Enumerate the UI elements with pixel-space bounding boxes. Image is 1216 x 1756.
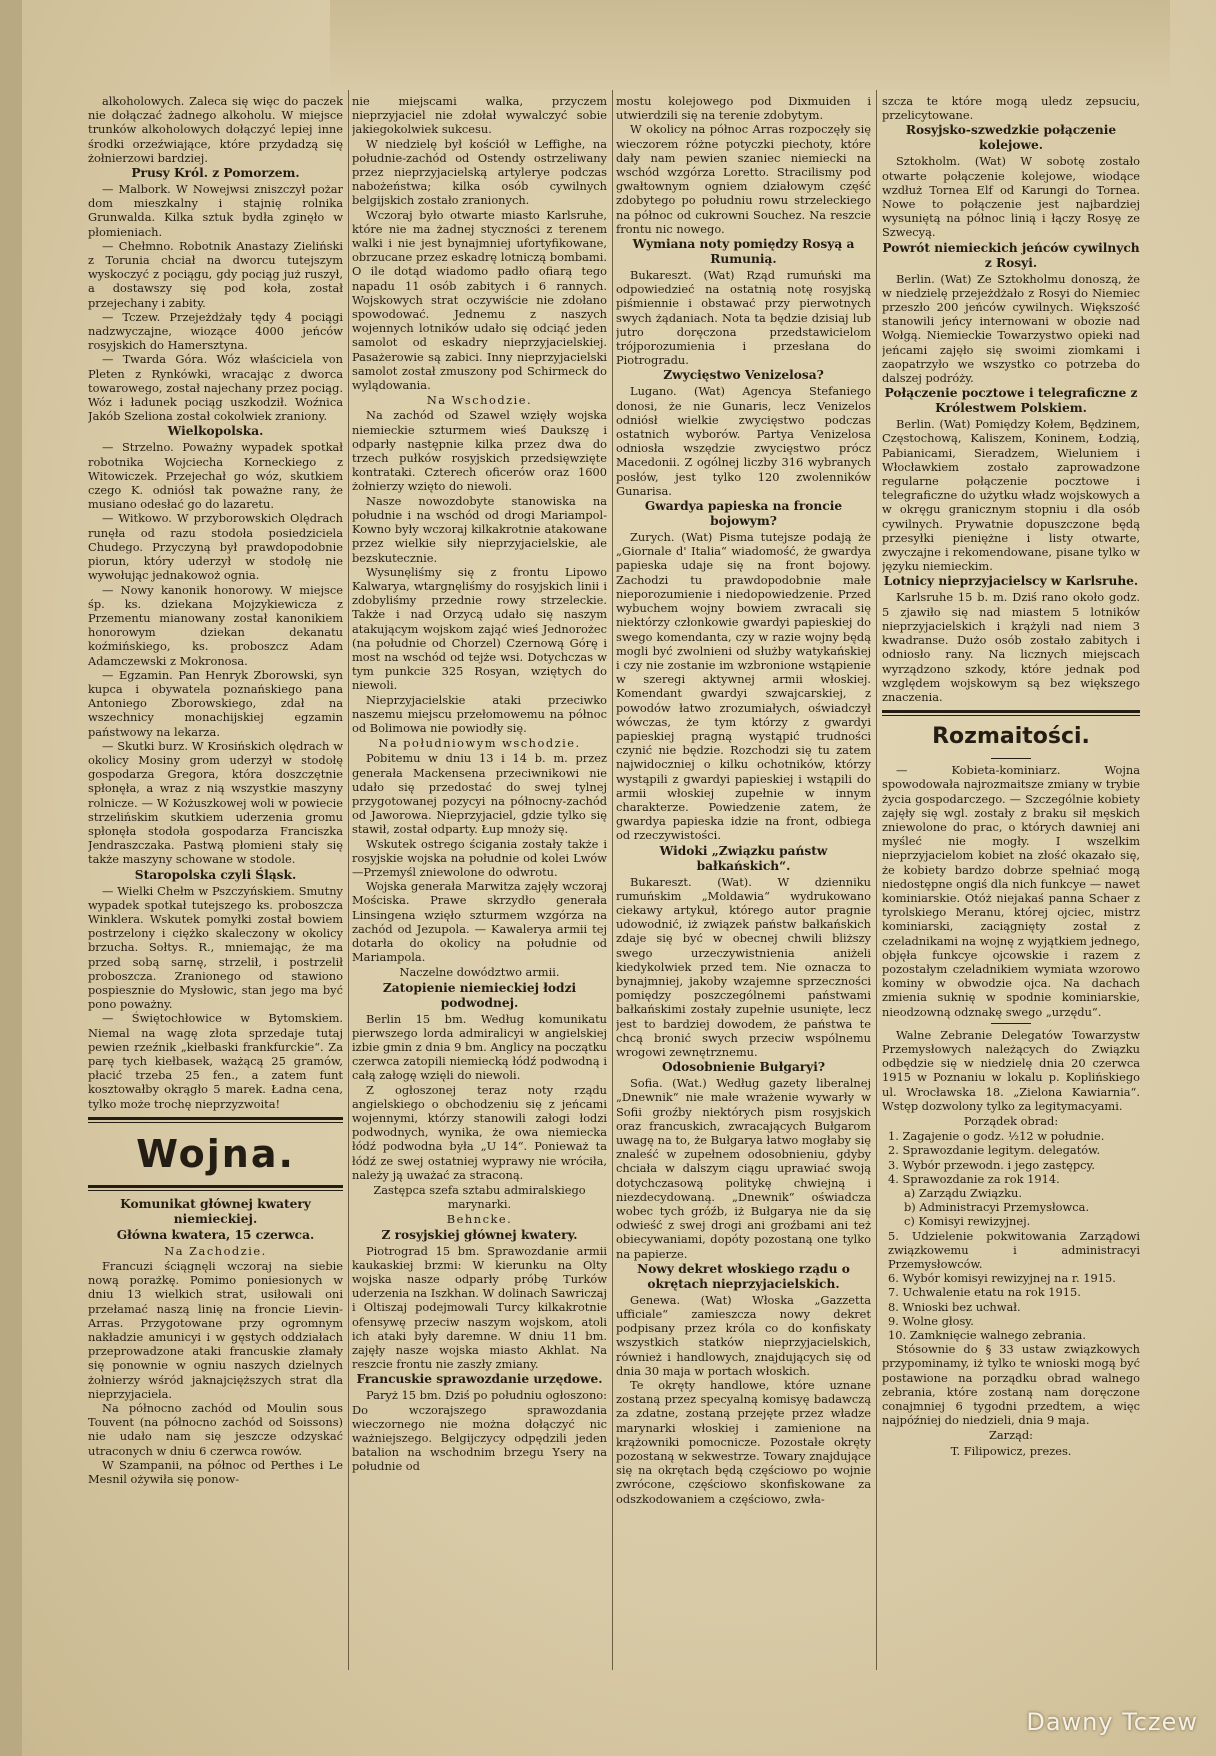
news-item: — Chełmno. Robotnik Anastazy Zieliński z Torunia chciał na dworcu tutejszym wyskoczyć z pociągu, gdy pociąg już ruszył, a dostawszy się pod koła, został przejechany i zabity.: [88, 238, 343, 310]
column-1: [88, 94, 343, 1674]
article-headline: Odosobnienie Bułgaryi?: [661, 1060, 826, 1075]
agenda-item: 1. Zagajenie o godz. ½12 w południe.: [888, 1129, 1105, 1144]
agenda-item: 3. Wybór przewodn. i jego zastępcy.: [888, 1157, 1096, 1172]
agenda-heading: Porządek obrad:: [963, 1113, 1059, 1128]
news-item: — Witkowo. W przyborowskich Olędrach runęła od razu stodoła posiedziciela Chudego. Przyczyną był prawdopodobnie piorun, który uderzył w stodołę nie wywołując jednakowoż ognia.: [88, 511, 343, 583]
article-paragraph: — Kobieta-kominiarz. Wojna spowodowała najrozmaitsze zmiany w trybie życia gospodarczego. — Szczególnie kobiety zajęły się wgl. zostały z braku sił męskich zniewolone do prac, o których dawniej ani myśleć nie mogły. I wszelkim nieprzyjacielom kobiet na złość okazało się, że kobiety bardzo dobrze spełniać mogą niedostępne ongiś dla nich funkcye — nawet kominiarskie. Otóż niejakaś panna Schaer z tyrolskiego Meranu, której ojciec, mistrz kominiarski, zaciągnięty został z czeladnikami na wojnę z wyjątkiem jednego, objęła funkcye ojcowskie i razem z pozostałym czeladnikiem wymiata wzorowo kominy w obwodzie ojca. Na dachach zmienia suknię w spodnie kominiarskie, nieodzowną odznakę swego „urzędu“.: [882, 763, 1140, 1019]
article-paragraph: Piotrograd 15 bm. Sprawozdanie armii kaukaskiej brzmi: W kierunku na Olty wojska nasze odparły próbę Turków uderzenia na Iszkhan. W dolinach Sawriczaj i Oltiszaj podejmowali Turcy kilkakrotnie ofensywę przeciw naszym wojskom, atoli ich ataki były daremne. W dniu 11 bm. zajęły nasze wojska miasto Akhlat. Na reszcie frontu nie zaszły zmiany.: [352, 1243, 607, 1372]
short-rule: [991, 1023, 1031, 1024]
agenda-item: c) Komisyi rewizyjnej.: [904, 1214, 1031, 1229]
front-subheading: Na południowym wschodzie.: [378, 736, 581, 751]
column-separator: [876, 90, 877, 1670]
article-paragraph: alkoholowych. Zaleca się więc do paczek nie dołączać żadnego alkoholu. W miejsce trunków alkoholowych dołączyć lepiej inne środki orzeźwiające, które przydadzą się żołnierzowi bardziej.: [88, 94, 343, 165]
column-separator: [348, 90, 349, 1670]
article-headline: Zatopienie niemieckiej łodzi podwodnej.: [382, 980, 577, 1010]
news-item: — Nowy kanonik honorowy. W miejsce śp. ks. dziekana Mojzykiewicza z Przementu mianowany został kanonikiem honorowym dziekan dekanatu koźmińskiego, ks. proboszcz Adam Adamczewski z Mokronosa.: [88, 582, 343, 668]
page-edge: [0, 0, 22, 1756]
article-headline: Widoki „Związku państw bałkańskich“.: [659, 843, 828, 873]
agenda-item: 9. Wolne głosy.: [888, 1313, 974, 1328]
agenda-list: [882, 1129, 1140, 1342]
section-rule: [88, 1117, 343, 1123]
announcement-paragraph: Stósownie do § 33 ustaw związkowych przypominamy, iż tylko te wnioski mogą być postawione na porządku obrad walnego zebrania, które zostaną nam doręczone conajmniej 6 tygodni przedtem, a więc najpóźniej do niedzieli, dnia 9 maja.: [882, 1342, 1140, 1428]
article-paragraph: Nasze nowozdobyte stanowiska na południe i na wschód od drogi Mariampol-Kowno były wczoraj kilkakrotnie atakowane przez wielkie siły nieprzyjacielskie, ale bezskutecznie.: [352, 493, 607, 565]
article-paragraph: Nieprzyjacielskie ataki przeciwko naszemu miejscu przełomowemu na północ od Bolimowa nie powiodły się.: [352, 692, 607, 735]
front-subheading: Na Zachodzie.: [164, 1243, 267, 1258]
news-item: — Tczew. Przejeżdżały tędy 4 pociągi nadzwyczajne, wiozące 4000 jeńców rosyjskich do Hamersztyna.: [88, 309, 343, 353]
article-headline: Komunikat głównej kwatery niemieckiej.: [120, 1196, 311, 1226]
article-paragraph: Berlin 15 bm. Według komunikatu pierwszego lorda admiralicyi w angielskiej izbie gmin z dnia 9 bm. Anglicy na początku czerwca zatopili niemiecką łódź podwodną i całą załogę wzięli do niewoli.: [352, 1011, 607, 1083]
agenda-item: 8. Wnioski bez uchwał.: [888, 1299, 1021, 1314]
front-subheading: Na Wschodzie.: [426, 393, 533, 408]
article-paragraph: Bukareszt. (Wat) Rząd rumuński ma odpowiedzieć na ostatnią notę rosyjską piśmiennie i obstawać przy pierwotnych swych żądaniach. Nota ta będzie dzisiaj lub jutro doręczona przedstawicielom trójporozumienia i przesłana do Piotrogradu.: [616, 268, 871, 368]
signature-title: Zarząd:: [988, 1428, 1034, 1443]
article-paragraph: Berlin. (Wat) Ze Sztokholmu donoszą, że w niedzielę przejeżdżało z Rosyi do Niemiec przeszło 200 jeńców cywilnych. Większość stanowili jeńcy internowani w obozie nad Wołgą. Niemieckie Towarzystwo opieki nad jeńcami zajęło się swoimi ziomkami i zaopatrzyło we wszystko co potrzeba do dalszej podróży.: [882, 271, 1140, 386]
agenda-item: a) Zarządu Związku.: [904, 1186, 1023, 1200]
section-heading: Wielkopolska.: [167, 424, 264, 439]
short-rule: [991, 758, 1031, 759]
article-paragraph: W Szampanii, na północ od Perthes i Le Mesnil ożywiła się ponow-: [88, 1457, 343, 1487]
article-paragraph: mostu kolejowego pod Dixmuiden i utwierdzili się na terenie zdobytym.: [616, 94, 871, 123]
article-paragraph: Z ogłoszonej teraz noty rządu angielskiego o obchodzeniu się z jeńcami wojennymi, którzy stanowili załogi łodzi podwodnych, wynika, że owa niemiecka łódź podwodna była „U 14“. Ponieważ ta łódź ze swej ostatniej wyprawy nie wróciła, należy ją uważać za straconą.: [352, 1082, 607, 1182]
article-headline: Powrót niemieckich jeńców cywilnych z Rosyi.: [882, 240, 1140, 270]
article-paragraph: Na zachód od Szawel wzięły wojska niemieckie szturmem wieś Daukszę i odparły następnie kilka przez dwa do trzech pułków rosyjskich przedsięwzięte kontrataki. Czterech oficerów oraz 1600 żołnierzy wzięto do niewoli.: [352, 408, 607, 494]
news-item: — Twarda Góra. Wóz właściciela von Pleten z Rynkówki, wracając z dworca towarowego, został najechany przez pociąg. Wóz i ładunek pociąg uszkodził. Woźnica Jakób Szeliona został cokolwiek zraniony.: [88, 352, 343, 424]
article-paragraph: Wskutek ostrego ścigania zostały także i rosyjskie wojska na południe od kolei Lwów—Przemyśl zniewolone do odwrotu.: [352, 836, 607, 879]
article-paragraph: Wojska generała Marwitza zajęły wczoraj Mościska. Prawe skrzydło generała Linsingena wzięło szturmem wzgórza na zachód od Jezupola. — Kawalerya armii tej dotarła do okolicy na południe od Mariampola.: [352, 879, 607, 965]
article-paragraph: Berlin. (Wat) Pomiędzy Kołem, Będzinem, Częstochową, Kaliszem, Koninem, Łodzią, Pabianicami, Sieradzem, Wieluniem i Włocławkiem zostało zaprowadzone regularne połączenie pocztowe i telegraficzne do użytku władz wojskowych a w okręgu granicznym stopniu i dla osób cywilnych. Prywatnie dopuszczone będą przesyłki pieniężne i listy otwarte, zwyczajne i rekomendowane, pisane tylko w języku niemieckim.: [882, 417, 1140, 574]
signature: Naczelne dowództwo armii.: [399, 965, 560, 980]
article-paragraph: Pobitemu w dniu 13 i 14 b. m. przez generała Mackensena przeciwnikowi nie udało się przedostać do swej tylnej przygotowanej pozycyi na północny-zachód od Jaworowa. Nieprzyjaciel, gdzie tylko się stawił, został odparty. Łup mnoży się.: [352, 751, 607, 837]
article-paragraph: W okolicy na północ Arras rozpoczęły się wieczorem różne potyczki piechoty, które dały nam pewien szaniec niemiecki na wschód wzgórza Loretto. Stracilismy pod gwałtownym ogniem działowym część zdobytego po południu rowu strzeleckiego na północ od cukrowni Souchez. Na reszcie frontu nic nowego.: [616, 122, 871, 236]
article-paragraph: Francuzi ściągnęli wczoraj na siebie nową porażkę. Pomimo poniesionych w dniu 13 wielkich strat, usiłowali oni przełamać naszą linię na froncie Lievin-Arras. Przygotowane przy ogromnym nakładzie amunicyi i w gęstych oddziałach przeprowadzone ataki francuskie złamały się ponownie w ogniu naszych dzielnych żołnierzy wśród jaknajcięższych strat dla nieprzyjaciela.: [88, 1259, 343, 1401]
column-3: [616, 94, 871, 1674]
agenda-item: 6. Wybór komisyi rewizyjnej na r. 1915.: [888, 1271, 1116, 1286]
agenda-item: 5. Udzielenie pokwitowania Zarządowi związkowemu i administracyi Przemysłowców.: [888, 1228, 1140, 1272]
section-rule: [882, 710, 1140, 716]
article-paragraph: Wczoraj było otwarte miasto Karlsruhe, które nie ma żadnej styczności z terenem walki i nie jest bynajmniej ufortyfikowane, obrzucane przez eskadrę lotniczą bombami. O ile dotąd wiadomo padło ofiarą tego napadu 11 osób zabitych i 6 rannych. Wojskowych strat oczywiście nie zdołano spowodować. Jednemu z naszych wojennych lotników udało się odciąć jeden samolot od eskadry nieprzyjacielskiej. Pasażerowie są zabici. Inny nieprzyjacielski samolot został zmuszony pod Schirmeck do wylądowania.: [352, 207, 607, 393]
agenda-item: b) Administracyi Przemysłowca.: [904, 1200, 1090, 1215]
signature: T. Filipowicz, prezes.: [950, 1443, 1072, 1458]
article-headline: Z rosyjskiej głównej kwatery.: [381, 1227, 578, 1242]
signature-title: Zastępca szefa sztabu admiralskiego marynarki.: [373, 1183, 586, 1212]
section-heading: Staropolska czyli Śląsk.: [134, 867, 297, 882]
column-2: [352, 94, 607, 1674]
section-rule: [88, 1185, 343, 1191]
agenda-item: 2. Sprawozdanie legitym. delegatów.: [888, 1143, 1101, 1158]
article-paragraph: Zurych. (Wat) Pisma tutejsze podają że „Giornale d' Italia“ wiadomość, że gwardya papieska udaje się na front bojowy. Zachodzi tu prawdopodobnie małe nieporozumienie i niedopowiedzenie. Przed wybuchem wojny bowiem zwracali się niektórzy członkowie gwardyi papieskiej do swego komendanta, czy w razie wojny będą mogli być zwolnieni od służby watykańskiej i czy nie zostanie im wzbronione wstąpienie w szeregi aktywnej armii włoskiej. Komendant gwardyi szwajcarskiej, z powodów łatwo zrozumiałych, oświadczył wówczas, że tym którzy z gwardyi papieskiej pragną wystąpić trudności czynić nie będzie. Rozchodzi się tu zatem najwidoczniej o kilku ochotników, którzy wystąpili z gwardyi papieskiej i wstąpili do armii włoskiej zupełnie w innym charakterze. Powiedzenie zatem, że gwardya papieska idzie na front, odbiega od rzeczywistości.: [616, 530, 871, 843]
article-paragraph: Sztokholm. (Wat) W sobotę zostało otwarte połączenie kolejowe, wiodące wzdłuż Tornea Elf od Karungi do Tornea. Nowe to połączenie jest najbardziej wysuniętą na północ linią i łączy Rosyę ze Szwecyą.: [882, 154, 1140, 240]
news-item: — Strzelno. Poważny wypadek spotkał robotnika Wojciecha Korneckiego z Witowiczek. Przejechał go wóz, skutkiem czego K. odniósł tak poważne rany, że musiano odesłać go do lazaretu.: [88, 440, 343, 512]
dateline: Główna kwatera, 15 czerwca.: [116, 1227, 315, 1242]
bleed-through-strip: [330, 0, 1170, 90]
news-item: — Wielki Chełm w Pszczyńskiem. Smutny wypadek spotkał tutejszego ks. proboszcza Winklera. Wskutek pomyłki został bowiem postrzelony i ciężko skaleczony w okolicy brzucha. Sołtys. R., mniemając, że ma przed sobą sarnę, strzelił, i postrzelił proboszcza. Zranionego od stawiono pospiesznie do Mysłowic, stan jego ma być pono poważny.: [88, 883, 343, 1012]
miscellany-section-title: Rozmaitości.: [932, 724, 1090, 750]
article-paragraph: Karlsruhe 15 b. m. Dziś rano około godz. 5 zjawiło się nad miastem 5 lotników nieprzyjacielskich i krążyli nad niem 3 kwadranse. Dużo osób zostało zabitych i odniosło rany. Na licznych miejscach wyrządzono szkody, które jednak pod względem wojskowym są bez większego znaczenia.: [882, 590, 1140, 704]
article-headline: Lotnicy nieprzyjacielscy w Karlsruhe.: [883, 574, 1139, 589]
agenda-item: 7. Uchwalenie etatu na rok 1915.: [888, 1285, 1081, 1300]
column-separator: [612, 90, 613, 1670]
news-item: — Egzamin. Pan Henryk Zborowski, syn kupca i obywatela poznańskiego pana Antoniego Zborowskiego, zdał na wszechnicy monachijskiej egzamin państwowy na lekarza.: [88, 667, 343, 739]
news-item: — Świętochłowice w Bytomskiem. Niemal na wagę złota sprzedaje tutaj pewien rzeźnik „kiełbaski frankfurckie“. Za parę tych kiełbasek, ważącą 25 gramów, płacić trzeba 25 fen., a zatem funt kosztowałby okrągło 5 marek. Ładna cena, tylko może trochę nieprzyzwoita!: [88, 1011, 343, 1111]
war-section-title: Wojna.: [136, 1131, 295, 1176]
article-headline: Gwardya papieska na froncie bojowym?: [644, 499, 843, 529]
article-headline: Rosyjsko-szwedzkie połączenie kolejowe.: [905, 123, 1117, 153]
article-paragraph: Wysunęliśmy się z frontu Lipowo Kalwarya, wtargnęliśmy do rosyjskich linii i zdobyliśmy przednie rowy strzeleckie. Także i nad Orzycą udało się naszym atakującym wojskom zająć wieś Jednorożec (na południe od Chorzel) Czernową Górę i most na wschód od tejże wsi. Dotychczas w tym punkcie 325 Rosyan, wziętych do niewoli.: [352, 564, 607, 693]
article-headline: Zwycięstwo Venizelosa?: [663, 368, 824, 383]
article-paragraph: Te okręty handlowe, które uznane zostaną przez specyalną komisyę badawczą za zdatne, zostaną przejęte przez władze marynarki włoskiej i zamienione na krążowniki pomocnicze. Pozostałe okręty pozostaną w sekwestrze. Towary znajdujące się na okrętach będą częściowo po wojnie zwrócone, częściowo skonfiskowane za odszkodowaniem a częściowo, zwła-: [616, 1378, 871, 1506]
article-paragraph: W niedzielę był kościół w Leffighe, na południe-zachód od Ostendy ostrzeliwany przez nieprzyjacielską artylerye podczas nabożeństwa; kilka osób cywilnych belgijskich zostało zranionych.: [352, 136, 607, 208]
article-headline: Wymiana noty pomiędzy Rosyą a Rumunią.: [632, 237, 855, 267]
watermark: Dawny Tczew: [1026, 1708, 1198, 1736]
article-paragraph: Na północno zachód od Moulin sous Touvent (na północno zachód od Soissons) nie udało nam się jeszcze odzyskać utraconych w dniu 6 czerwca rowów.: [88, 1401, 343, 1458]
column-4: [882, 94, 1140, 1674]
announcement-paragraph: Walne Zebranie Delegatów Towarzystw Przemysłowych należących do Związku odbędzie się w niedzielę dnia 20 czerwca 1915 w Poznaniu w lokalu p. Koplińskiego ul. Wrocławska 18. „Zielona Kawiarnia“. Wstęp dozwolony tylko za legitymacyami.: [882, 1027, 1140, 1113]
news-item: — Skutki burz. W Krosińskich olędrach w okolicy Mosiny grom uderzył w stodołę gospodarza Gregora, która doszczętnie spłonęła, a wraz z nią wszystkie maszyny rolnicze. — W Kożuszkowej woli w powiecie strzelińskim skutkiem uderzenia gromu spłonęła stodoła gospodarza Franciszka Jendraszczaka. Pastwą płomieni stały się także maszyny schowane w stodole.: [88, 738, 343, 867]
article-paragraph: Sofia. (Wat.) Według gazety liberalnej „Dnewnik“ nie małe wrażenie wywarły w Sofii groźby niektórych pism rosyjskich oraz francuskich, zwracających Bułgarom uwagę na to, że Bułgarya łatwo mogłaby się znaleść w zupełnem odosobnieniu, gdyby chciała w dalszym ciągu uprawiać swoją dotychczasową politykę chwiejną i niezdecydowaną. „Dnewnik“ oświadcza wobec tych gróźb, iż Bułgarya nie da się odwieść z swej drogi ani groźbami ani też obiecywaniami, dopóty pozostaną one tylko na papierze.: [616, 1076, 871, 1261]
section-heading: Prusy Król. z Pomorzem.: [131, 166, 300, 181]
article-paragraph: Genewa. (Wat) Włoska „Gazzetta ufficiale“ zamieszcza nowy dekret podpisany przez króla co do konfiskaty wszystkich statków nieprzyjacielskich, również i handlowych, znajdujących się od dnia 30 maja w portach włoskich.: [616, 1292, 871, 1378]
agenda-item: 10. Zamknięcie walnego zebrania.: [888, 1328, 1086, 1343]
article-headline: Francuskie sprawozdanie urzędowe.: [356, 1372, 603, 1387]
news-item: — Malbork. W Nowejwsi zniszczył pożar dom mieszkalny i stajnię rolnika Grunwalda. Kilka sztuk bydła zginęło w płomieniach.: [88, 182, 343, 239]
signature: Behncke.: [446, 1212, 513, 1227]
article-headline: Nowy dekret włoskiego rządu o okrętach nieprzyjacielskich.: [637, 1261, 850, 1291]
agenda-item: 4. Sprawozdanie za rok 1914.: [888, 1171, 1060, 1186]
article-paragraph: Lugano. (Wat) Agencya Stefaniego donosi, że nie Gunaris, lecz Venizelos odniósł wielkie zwycięstwo podczas ostatnich wyborów. Partya Venizelosa odniosła wszędzie zwycięstwo prócz Macedonii. Z ogólnej liczby 316 wybranych posłów, jest tylko 120 zwolenników Gunarisa.: [616, 384, 871, 498]
article-paragraph: nie miejscami walka, przyczem nieprzyjaciel nie zdołał wywalczyć sobie jakiegokolwiek sukcesu.: [352, 94, 607, 137]
article-paragraph: Bukareszt. (Wat). W dzienniku rumuńskim „Moldawia“ wydrukowano ciekawy artykuł, którego autor pragnie udowodnić, iż związek państw bałkańskich zdaje się być w obecnej chwili bliższy swego urzeczywistnienia aniżeli kiedykolwiek przed tem. Nie oznacza to bynajmniej, jakoby wzajemne sprzeczności pomiędzy poszczególnemi państwami bałkańskimi zostały zupełnie usunięte, lecz jest to bardziej dowodem, że państwa te chcą bronić swych przeciw wspólnemu wrogowi zewnętrznemu.: [616, 874, 871, 1059]
article-paragraph: Paryż 15 bm. Dziś po południu ogłoszono: Do wczorajszego sprawozdania wieczornego nie można dołączyć nic ważniejszego. Belgijczycy odpędzili jeden batalion na wschodnim brzegu Ysery na południe od: [352, 1388, 607, 1474]
article-headline: Połączenie pocztowe i telegraficzne z Królestwem Polskiem.: [884, 386, 1138, 416]
article-paragraph: szcza te które mogą uledz zepsuciu, przelicytowane.: [882, 94, 1140, 123]
